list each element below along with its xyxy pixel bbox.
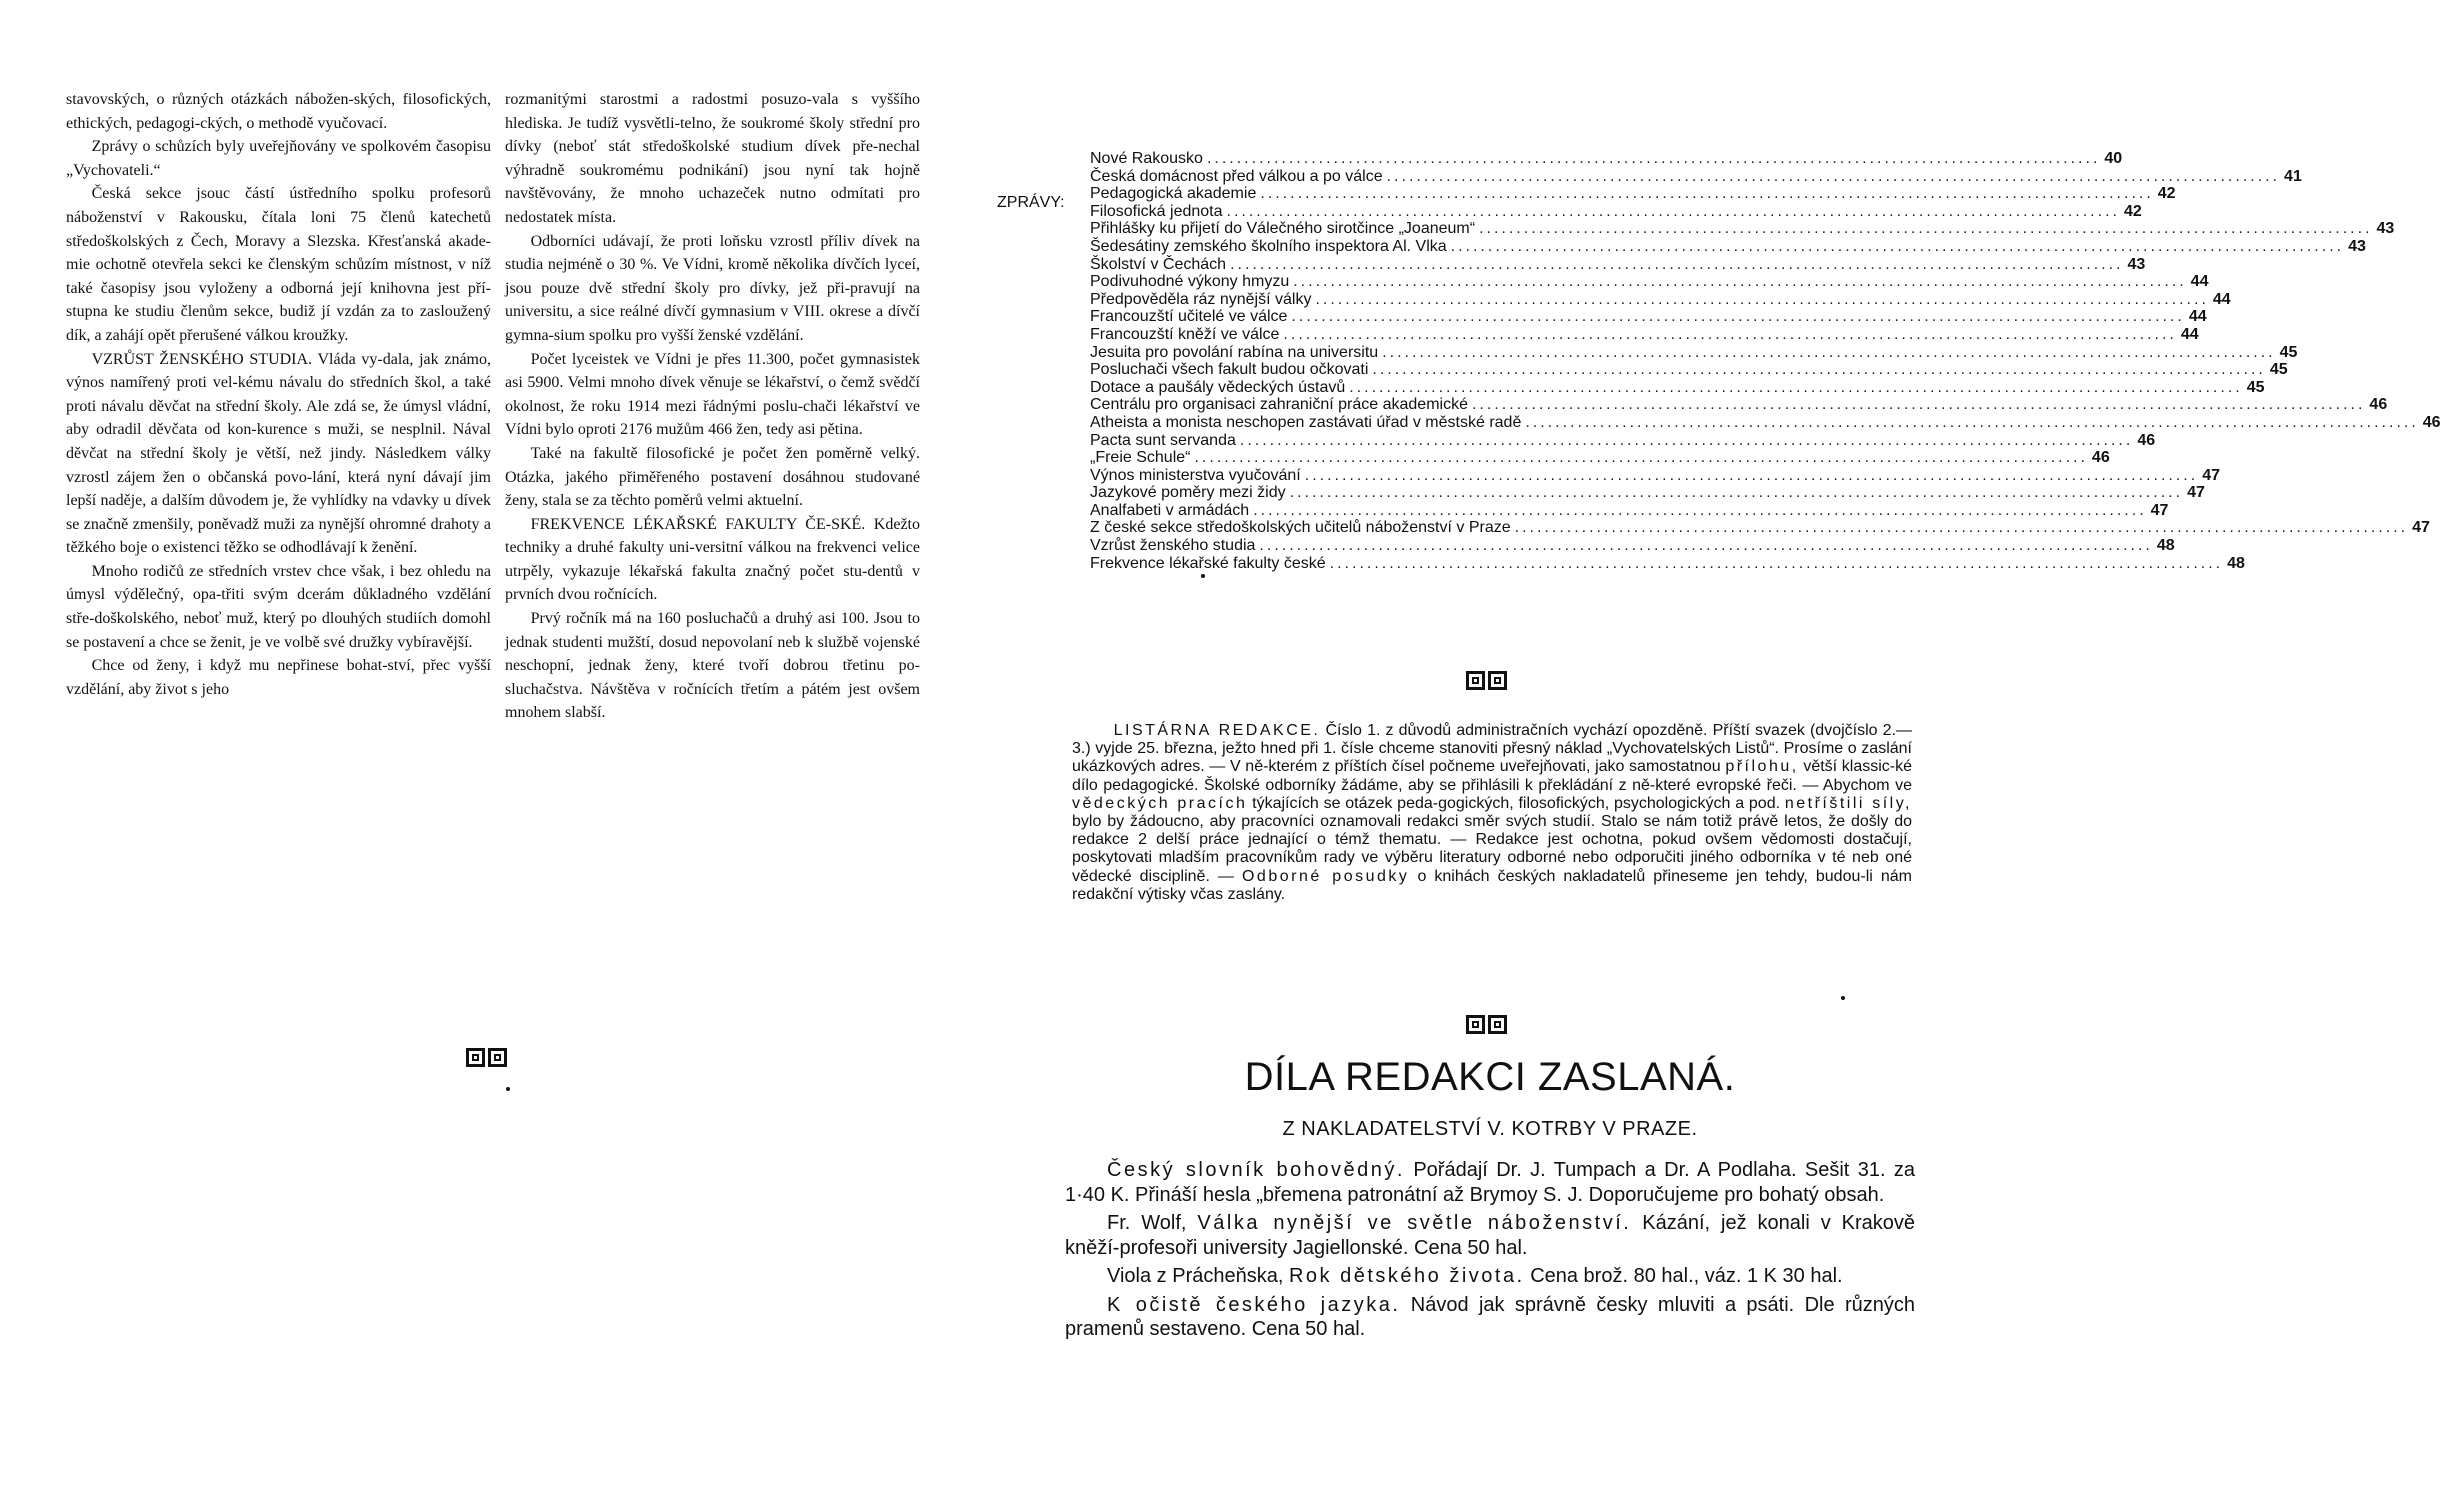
toc-entry: [1090, 273, 2209, 291]
toc-entry-label: Školství v Čechách: [1090, 255, 1227, 273]
book-title: Rok dětského života.: [1288, 1265, 1525, 1287]
toc-entry-page: 44: [2212, 290, 2231, 308]
toc-entry-page: 40: [2104, 150, 2123, 167]
toc-entry-label: Frekvence lékařské fakulty české: [1090, 554, 1326, 572]
toc-leader-dots: ........................................................................................................................: [1283, 325, 2177, 343]
toc-entry: [1090, 185, 2176, 203]
toc-entry: [1090, 150, 2123, 168]
toc-leader-dots: ........................................................................................................................: [1372, 361, 2266, 379]
toc-entry: [1090, 501, 2169, 520]
book-author: Fr. Wolf,: [1107, 1212, 1187, 1234]
toc-entry: [1090, 466, 2220, 485]
toc-leader-dots: ........................................................................................................................: [1289, 484, 2184, 502]
toc-entry-label: Přihlášky ku přijetí do Válečného sirotčince „Joaneum“: [1090, 220, 1476, 238]
paragraph: Prvý ročník má na 160 posluchačů a druhý asi 100. Jsou to jednak studenti mužští, dosud nepovolaní neb k službě vojenské neschopní, jednak ženy, které tvoří dobrou třetinu po-sluchačstva. Návštěva v ročnících třetím a pátém jest ovšem mnohem slabší.: [505, 610, 920, 722]
toc-entry-label: Česká domácnost před válkou a po válce: [1090, 167, 1383, 185]
toc-entry-page: 43: [2127, 255, 2146, 273]
paragraph: Počet lyceistek ve Vídni je přes 11.300, počet gymnasistek asi 5900. Velmi mnoho dívek věnuje se lékařství, o čemž svědčí okolnost, že roku 1914 mezi řádnými poslu-chači lékařství ve Vídni bylo oproti 2176 mužům 466 žen, tedy asi pětina.: [505, 350, 920, 439]
ornament-icon: [1466, 671, 1507, 690]
toc-entry-page: 47: [2412, 519, 2430, 537]
toc-leader-dots: ........................................................................................................................: [1239, 431, 2134, 449]
toc-entry-page: 44: [2180, 325, 2199, 343]
toc-entry-page: 46: [2091, 449, 2110, 467]
dot-mark: [1201, 574, 1205, 578]
book-entry: [1065, 1158, 1915, 1207]
section-subtitle: Z NAKLADATELSTVÍ V. KOTRBY V PRAZE.: [1282, 1118, 1698, 1140]
toc-leader-dots: ........................................................................................................................: [1259, 537, 2153, 555]
paragraph: Mnoho rodičů ze středních vrstev chce však, i bez ohledu na úmysl výdělečný, opa-třiti svým dcerám důkladného vzdělání stře-doškolského, neboť muž, který po dlouhých studiích domohl se postavení a chce se ženit, je ve volbě své družky vybíravější.: [66, 562, 491, 651]
toc-entry: [1090, 554, 2245, 573]
left-column-1: [66, 88, 491, 701]
toc-entry-page: 46: [2369, 396, 2388, 414]
paragraph: stavovských, o různých otázkách nábožen-ských, filosofických, ethických, pedagogi-ckých, o methodě vyučovací.: [66, 91, 491, 132]
toc-entry-label: Francouzští kněží ve válce: [1090, 325, 1280, 343]
toc-entry-label: Z české sekce středoškolských učitelů náboženství v Praze: [1090, 519, 1511, 537]
paragraph: Česká sekce jsouc částí ústředního spolku profesorů náboženství v Rakousku, čítala loni 75 členů katechetů středoškolských z Čech, Moravy a Slezska. Křesťanská akade-mie ochotně otevřela sekci ke členským schůzím místnost, v níž také časopisy jsou vyloženy a odborná její knihovna jest pří-stupna ke studiu členům sekce, budiž jí vzdán za to zasloužený dík, a zahájí opět přerušené válkou kroužky.: [66, 185, 491, 344]
toc-leader-dots: ........................................................................................................................: [1304, 466, 2199, 484]
book-title: Český slovník bohovědný.: [1107, 1159, 1405, 1181]
toc-leader-dots: ........................................................................................................................: [1382, 343, 2276, 361]
toc-leader-dots: ........................................................................................................................: [1450, 237, 2345, 255]
paragraph: Také na fakultě filosofické je počet žen poměrně velký. Otázka, jakého přiměřeného postavení dosáhnou studované ženy, stala se za těchto poměrů velmi aktuelní.: [505, 444, 920, 510]
toc-entry-page: 47: [2202, 466, 2220, 484]
text-run-emphasis: Odborné posudky: [1241, 867, 1410, 885]
toc-leader-dots: ........................................................................................................................: [1479, 220, 2373, 238]
editorial-notes-paragraph: [1072, 722, 1912, 904]
left-column-2: [505, 88, 920, 725]
toc-entry-page: 43: [2348, 237, 2366, 255]
toc-entry-label: „Freie Schule“: [1090, 449, 1191, 467]
toc-leader-dots: ........................................................................................................................: [1386, 167, 2281, 185]
paragraph: Odborníci udávají, že proti loňsku vzrostl příliv dívek na studia nejméně o 30 %. Ve Vídni, kromě několika dívčích lyceí, jsou pouze dvě střední školy pro dívky, jež při-pravují na universitu, a sice reálné dívčí gymnasium v VIII. okrese a dívčí gymna-sium spolku pro vyšší ženské vzdělání.: [505, 232, 920, 344]
toc-entry-page: 45: [2246, 378, 2265, 396]
toc-leader-dots: ........................................................................................................................: [1253, 501, 2147, 519]
toc-entry: [1090, 325, 2199, 344]
toc-entry: [1090, 519, 2430, 537]
toc-entry: [1090, 343, 2298, 362]
toc-entry: [1090, 396, 2388, 414]
text-run: větší klassic-ké dílo pedagogické. Školské odborníky žádáme, aby se přihlásili k překládání z ně-které evropské řeči. — Abychom ve: [1072, 758, 1912, 794]
editorial-notes: [1072, 722, 1912, 904]
toc-entry-label: Dotace a paušály vědeckých ústavů: [1090, 378, 1346, 396]
toc-entry: [1090, 431, 2156, 450]
toc-entry-page: 47: [2150, 501, 2169, 519]
toc-entry-page: 45: [2269, 361, 2288, 379]
dot-mark: [1841, 996, 1845, 1000]
text-run: bylo by žádoucno, aby pracovníci oznamovali redakci směr svých studií. Stalo se nám totiž právě letos, že došly do redakce 2 delší práce jednající o témž thematu. — Redakce jest ochotna, pokud ovšem vědomosti dostačují, poskytovati mladším pracovníkům rady ve výběru literatury odborné nebo odporučiti jiného odborníka v té neb oné vědecké disciplině. —: [1072, 813, 1912, 885]
toc-leader-dots: ........................................................................................................................: [1525, 413, 2419, 431]
paragraph: Chce od ženy, i když mu nepřinese bohat-ství, přec vyšší vzdělání, aby život s jeho: [66, 657, 491, 698]
section-title: DÍLA REDAKCI ZASLANÁ.: [1244, 1055, 1736, 1099]
text-run: o knihách českých nakladatelů přineseme jen tehdy, budou-li nám redakční výtisky včas zaslány.: [1072, 867, 1912, 903]
toc-leader-dots: ........................................................................................................................: [1291, 308, 2185, 326]
book-title: Válka nynější ve světle náboženství.: [1197, 1212, 1632, 1234]
toc-leader-dots: ........................................................................................................................: [1471, 396, 2366, 414]
toc-entry-page: 48: [2227, 554, 2245, 572]
paragraph: rozmanitými starostmi a radostmi posuzo-vala s vyššího hlediska. Je tudíž vysvětli-telno, že soukromé školy střední pro dívky (neboť stát středoškolské studium dívek pře-nechal výhradně soukromému podnikání) jsou nyní tak hojně navštěvovány, že mnoho uchazeček nutno odmítati pro nedostatek místa.: [505, 91, 920, 226]
toc-entry-page: 43: [2376, 220, 2395, 238]
toc-entry: [1090, 290, 2231, 309]
book-entry: [1065, 1211, 1915, 1260]
toc-entry-label: Filosofická jednota: [1090, 202, 1223, 220]
toc-entry-label: Předpověděla ráz nynější války: [1090, 290, 1312, 308]
toc-entry-page: 48: [2156, 537, 2175, 555]
toc-entry-label: Pedagogická akademie: [1090, 185, 1257, 203]
toc-entry: [1090, 378, 2265, 397]
toc-leader-dots: ........................................................................................................................: [1194, 449, 2088, 467]
book-details: Cena brož. 80 hal., váz. 1 K 30 hal.: [1530, 1265, 1843, 1287]
toc-leader-dots: ........................................................................................................................: [1293, 273, 2187, 291]
paragraph: Zprávy o schůzích byly uveřejňovány ve spolkovém časopisu „Vychovateli.“: [66, 138, 491, 179]
toc-entry-label: Analfabeti v armádách: [1090, 501, 1250, 519]
book-author: Viola z Prácheňska,: [1107, 1265, 1284, 1287]
toc-entry-page: 47: [2187, 484, 2205, 502]
toc-entry-page: 44: [2188, 308, 2207, 326]
toc-entry: [1090, 202, 2142, 221]
toc-entry-label: Posluchači všech fakult budou očkovati: [1090, 361, 1369, 379]
text-run: Číslo 1. z důvodů administračních vychází opozděně. Příští svazek (dvojčíslo 2.—3.) vyjde 25. března, ježto hned při 1. čísle chceme stanoviti přesný náklad „Vychovatelských Listů“. Prosíme o zaslání ukázkových adres. — V ně-kterém z příštích čísel počneme uveřejňovati, jako samostatnou: [1072, 722, 1912, 776]
ornament-icon: [466, 1048, 507, 1067]
book-details: Pořádají Dr. J. Tumpach a Dr. A Podlaha. Sešit 31. za 1·40 K. Přináší hesla „břemena patronátní až Brymoy S. J. Doporučujeme pro bohatý obsah.: [1065, 1159, 1916, 1206]
toc-entry: [1090, 237, 2366, 256]
toc-entry-page: 45: [2279, 343, 2298, 361]
toc-entry-label: Atheista a monista neschopen zastávati úřad v městské radě: [1090, 413, 1522, 431]
book-title: K očistě českého jazyka.: [1107, 1293, 1401, 1316]
toc-entry-label: Výnos ministerstva vyučování: [1090, 466, 1301, 484]
text-run: týkajících se otázek peda-gogických, filosofických, psychologických a pod.: [1252, 794, 1781, 812]
book-entry: [1065, 1264, 1915, 1289]
toc-entry-label: Šedesátiny zemského školního inspektora Al. Vlka: [1090, 237, 1447, 255]
toc-entry-page: 44: [2190, 273, 2209, 291]
toc-entry: [1090, 167, 2302, 186]
book-details: Kázání, jež konali v Krakově kněží-profesoři university Jagiellonské. Cena 50 hal.: [1065, 1212, 1915, 1259]
text-run-emphasis: přílohu,: [1725, 758, 1799, 776]
table-of-contents: [997, 150, 2441, 572]
toc-leader-dots: ........................................................................................................................: [1329, 554, 2224, 572]
toc-leader-dots: ........................................................................................................................: [1260, 185, 2154, 203]
toc-entry: [1090, 361, 2288, 379]
toc-entry-page: 42: [2157, 185, 2176, 203]
toc-entry: [1090, 255, 2146, 274]
toc-entry-label: Jazykové poměry mezi židy: [1090, 484, 1286, 502]
toc-leader-dots: ........................................................................................................................: [1349, 378, 2243, 396]
toc-entry-page: 41: [2284, 167, 2302, 185]
paragraph: VZRŮST ŽENSKÉHO STUDIA. Vláda vy-dala, jak známo, výnos namířený proti vel-kému návalu do středních škol, a také proti návalu děvčat na střední školy. Ale zdá se, že úmysl vládní, aby odradil děvčata od kon-kurence s muži, se nesplnil. Nával děvčat na střední školy je větší, než jindy. Následkem války vzrostl zájem žen o občanská povo-lání, která nyní dávají jim lepší naděje, a dalším důvodem je, že vyhlídky na vdavky u dívek se značně zmenšily, poněvadž muži za nynější ohromné drahoty a těžkého boje o existenci těžko se odhodlávají k ženění.: [66, 350, 491, 557]
text-run-emphasis: netříštili síly,: [1784, 794, 1912, 812]
toc-entry-label: Vzrůst ženského studia: [1090, 537, 1256, 555]
toc-leader-dots: ........................................................................................................................: [1514, 519, 2409, 537]
dot-mark: [506, 1087, 510, 1091]
toc-entry: [1090, 537, 2175, 555]
toc-entry-label: Pacta sunt servanda: [1090, 431, 1236, 449]
toc-entry: [1090, 449, 2110, 467]
book-list: [1065, 1158, 1915, 1346]
toc-entry: [1090, 484, 2205, 502]
toc-leader-dots: ........................................................................................................................: [1206, 150, 2101, 167]
ornament-icon: [1466, 1015, 1507, 1034]
toc-entry: [1090, 220, 2395, 238]
toc-entry-label: Nové Rakousko: [1090, 150, 1203, 167]
toc-entry: [1090, 308, 2207, 326]
toc-entry-page: 42: [2123, 202, 2142, 220]
toc-section-label: ZPRÁVY:: [997, 194, 1065, 211]
toc-entry-label: Podivuhodné výkony hmyzu: [1090, 273, 1290, 291]
toc-entry-label: Centrálu pro organisaci zahraniční práce akademické: [1090, 396, 1468, 414]
paragraph: FREKVENCE LÉKAŘSKÉ FAKULTY ČE-SKÉ. Kdežto techniky a druhé fakulty uni-versitní válkou na frekvenci velice utrpěly, vykazuje lékařská fakulta značný počet stu-dentů v prvních dvou ročnících.: [505, 515, 920, 604]
toc-entry-label: Francouzští učitelé ve válce: [1090, 308, 1288, 326]
toc-entry-label: Jesuita pro povolání rabína na universitu: [1090, 343, 1379, 361]
toc-entry: [1090, 413, 2441, 432]
book-details: Návod jak správně česky mluviti a psáti. Dle různých pramenů sestaveno. Cena 50 hal.: [1065, 1293, 1915, 1340]
toc-leader-dots: ........................................................................................................................: [1315, 290, 2209, 308]
editorial-notes-heading: LISTÁRNA REDAKCE.: [1113, 722, 1321, 739]
toc-entry-page: 46: [2422, 413, 2441, 431]
toc-leader-dots: ........................................................................................................................: [1226, 202, 2120, 220]
toc-entry-page: 46: [2137, 431, 2156, 449]
toc-rows: [1090, 150, 2441, 572]
text-run-emphasis: vědeckých pracích: [1072, 794, 1248, 812]
book-entry: [1065, 1293, 1915, 1342]
toc-leader-dots: ........................................................................................................................: [1230, 255, 2124, 273]
